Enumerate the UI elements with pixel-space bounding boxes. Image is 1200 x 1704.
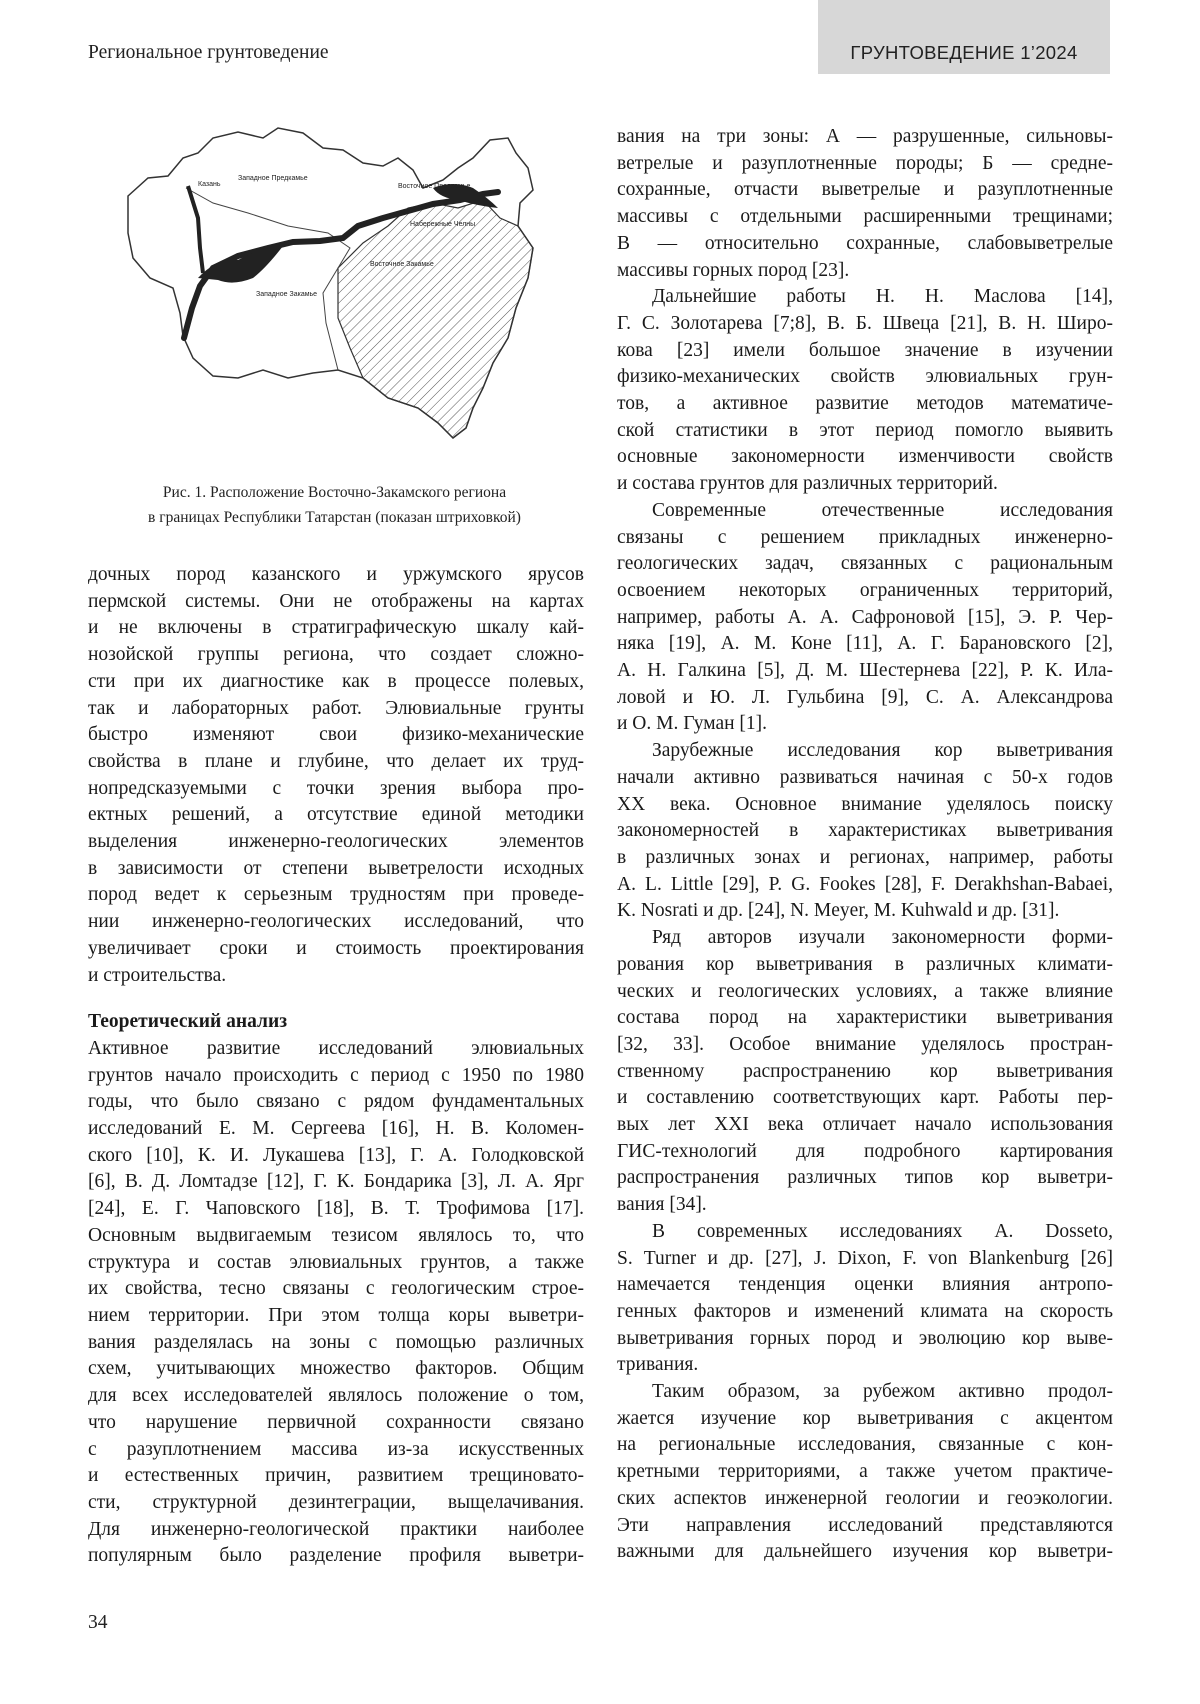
paragraph [617,498,1113,738]
text-line: и состава грунтов для различных территорий. [617,473,998,495]
east-zakamye-hatched-region [338,200,533,438]
text-line: ветрелые и разуплотненные породы; Б — средне- [617,152,1113,174]
text-line: физико-механических свойств элювиальных грун- [617,366,1113,388]
text-line: в различных зонах и регионах, например, работы [617,846,1113,868]
text-line: важными для дальнейшего изучения кор выветри- [617,1541,1113,1563]
text-line: в зависимости от степени выветрелости исходных [88,857,584,879]
text-line: няка [19], А. М. Коне [11], А. Г. Барановского [2], [617,633,1113,655]
text-line: тов, а активное развитие методов математиче- [617,393,1113,415]
journal-issue-tab [818,0,1110,74]
page-number: 34 [88,1612,108,1633]
text-line: Г. С. Золотарева [7;8], В. Б. Швеца [21], В. Н. Широ- [617,312,1113,334]
text-line: популярным было разделение профиля выветри- [88,1545,584,1567]
map-label-kazan: Казань [198,181,221,188]
text-line: В — относительно сохранные, слабовыветрелые [617,232,1113,254]
figure-caption [88,480,581,530]
journal-issue-label: ГРУНТОВЕДЕНИЕ 1’2024 [850,42,1078,63]
text-line: Активное развитие исследований элювиальных [88,1037,584,1059]
text-line: Таким образом, за рубежом активно продол- [652,1381,1113,1403]
text-line: вания на три зоны: А — разрушенные, сильновы- [617,126,1113,147]
text-line: Современные отечественные исследования [652,499,1113,521]
tatarstan-map [88,108,581,453]
text-line: геологических задач, связанных с рациональным [617,553,1113,575]
text-line: ческих и геологических условиях, а также влияние [617,980,1113,1002]
text-line: дочных пород казанского и уржумского ярусов [88,564,584,585]
text-line: и О. М. Гуман [1]. [617,713,768,735]
paragraph [617,284,1113,498]
text-line: для всех исследователей являлось положение о том, [88,1385,584,1407]
text-line: ского [10], К. И. Лукашева [13], Г. А. Голодковской [88,1144,584,1166]
text-line: закономерностей в характеристиках выветривания [617,820,1113,842]
text-line: генных факторов и изменений климата на скорость [617,1300,1113,1322]
paragraph [617,925,1113,1219]
text-line: основные закономерности изменчивости свойств [617,446,1113,468]
text-line: кретными территориями, а также учетом практиче- [617,1461,1113,1483]
paragraph [617,1219,1113,1379]
text-line: [6], В. Д. Ломтадзе [12], Г. К. Бондарика [3], Л. А. Ярг [88,1171,584,1193]
text-line: и строительства. [88,964,227,986]
text-line: A. L. Little [29], P. G. Fookes [28], F. Derakhshan-Babaei, [617,873,1113,895]
figure-1 [88,108,581,526]
right-column [617,124,1113,1566]
text-line: XX века. Основное внимание уделялось поиску [617,793,1113,815]
text-line: ловой и Ю. Л. Гульбина [9], С. А. Александрова [617,686,1113,708]
text-line: жается изучение кор выветривания с акцентом [617,1407,1113,1429]
text-line: вых лет XXI века отличает начало использования [617,1114,1113,1136]
running-head-section: Региональное грунтоведение [88,42,329,63]
text-line: Зарубежные исследования кор выветривания [652,740,1113,762]
text-line: нозойской группы региона, что создает сложно- [88,644,584,666]
text-line: увеличивает сроки и стоимость проектирования [88,937,584,959]
map-label-vostochnoe-zakamye: Восточное Закамье [370,261,434,268]
text-line: так и лабораторных работ. Элювиальные грунты [88,697,584,719]
text-line: Основным выдвигаемым тезисом являлось то, что [88,1224,584,1246]
text-line: сти при их диагностике как в процессе полевых, [88,670,584,692]
text-line: ГИС-технологий для подробного картирования [617,1140,1113,1162]
caption-line: Рис. 1. Расположение Восточно-Закамского региона [162,484,507,501]
text-line: их свойства, тесно связаны с геологическим строе- [88,1278,584,1300]
paragraph [88,562,584,989]
text-line: и естественных причин, развитием трещиновато- [88,1465,584,1487]
text-line: и составлению соответствующих карт. Работы пер- [617,1087,1113,1109]
text-line: нопредсказуемыми с точки зрения выбора про- [88,777,584,799]
text-line: пород ведет к серьезным трудностям при проведе- [88,884,584,906]
text-line: вания разделялась на зоны с помощью различных [88,1331,584,1353]
text-line: Эти направления исследований представляются [617,1514,1113,1536]
text-line: пермской системы. Они не отображены на картах [88,590,584,612]
text-line: Для инженерно-геологической практики наиболее [88,1518,584,1540]
text-line: на региональные исследования, связанные с кон- [617,1434,1113,1456]
text-line: с разуплотнением массива из-за искусственных [88,1438,584,1460]
section-heading: Теоретический анализ [88,1011,288,1033]
text-line: Ряд авторов изучали закономерности форми- [652,927,1113,949]
map-label-naberezhnye-chelny: Набережные Челны [410,221,476,228]
text-line: вания [34]. [617,1194,707,1216]
text-line: ских аспектов инженерной геологии и геоэкологии. [617,1487,1113,1509]
map-label-zapadnoe-predkamye: Западное Предкамье [238,175,308,182]
text-line: схем, учитывающих множество факторов. Общим [88,1358,584,1380]
text-line: В современных исследованиях A. Dosseto, [652,1220,1113,1242]
text-line: годы, что было связано с рядом фундаментальных [88,1091,584,1113]
paragraph [617,1379,1113,1566]
paragraph [617,738,1113,925]
text-line: исследований Е. М. Сергеева [16], Н. В. Коломен- [88,1118,584,1140]
text-line: нии инженерно-геологических исследований, что [88,911,584,933]
text-line: Дальнейшие работы Н. Н. Маслова [14], [652,286,1113,308]
text-line: например, работы А. А. Сафроновой [15], Э. Р. Чер- [617,606,1113,628]
text-line: тривания. [617,1354,699,1376]
text-line: состава пород на характеристики выветривания [617,1007,1113,1029]
volga-river [188,186,203,273]
text-line: распространения различных типов кор выветри- [617,1167,1113,1189]
paragraph [88,1036,584,1570]
text-line: намечается тенденция оценки влияния антропо- [617,1274,1113,1296]
text-line: сохранные, отчасти выветрелые и разуплотненные [617,179,1113,201]
text-line: массивы с отдельными расширенными трещинами; [617,206,1113,228]
text-line: быстро изменяют свои физико-механические [88,724,584,746]
region-border-middle [323,268,338,370]
text-line: структура и состав элювиальных грунтов, а также [88,1251,584,1273]
text-line: что нарушение первичной сохранности связано [88,1411,584,1433]
text-line: нием территории. При этом толща коры выветри- [88,1304,584,1326]
map-label-zapadnoe-zakamye: Западное Закамье [256,291,318,298]
text-line: связаны с решением прикладных инженерно- [617,526,1113,548]
text-line: и не включены в стратиграфическую шкалу кай- [88,617,584,639]
text-line: свойства в плане и глубине, что делает их труд- [88,750,584,772]
paragraph [617,124,1113,284]
text-line: выветривания горных пород и эволюцию кор выве- [617,1327,1113,1349]
text-line: грунтов начало происходить с период с 1950 по 1980 [88,1064,584,1086]
text-line: [24], Е. Г. Чаповского [18], В. Т. Трофимова [17]. [88,1198,584,1220]
text-line: А. Н. Галкина [5], Д. М. Шестернева [22], Р. К. Ила- [617,660,1113,682]
text-line: сти, структурной дезинтеграции, выщелачивания. [88,1491,584,1513]
text-line: ектных решений, а отсутствие единой методики [88,804,584,826]
text-line: K. Nosrati и др. [24], N. Meyer, M. Kuhwald и др. [31]. [617,900,1060,922]
text-line: ственному распространению кор выветривания [617,1060,1113,1082]
text-line: выделения инженерно-геологических элементов [88,831,584,853]
text-line: ской статистики в этот период помогло выявить [617,419,1113,441]
left-column [88,562,584,1570]
text-line: начали активно развиваться начиная с 50-х годов [617,766,1113,788]
text-line: рования кор выветривания в различных климати- [617,953,1113,975]
text-line: кова [23] имели большое значение в изучении [617,339,1113,361]
map-label-vostochnoe-predkamye: Восточное Предкамье [398,183,471,190]
text-line: S. Turner и др. [27], J. Dixon, F. von Blankenburg [26] [617,1247,1113,1269]
text-line: [32, 33]. Особое внимание уделялось простран- [617,1033,1113,1055]
kuibyshev-reservoir [198,246,283,283]
text-line: массивы горных пород [23]. [617,259,850,281]
text-line: освоением некоторых ограниченных территорий, [617,579,1113,601]
caption-line: в границах Республики Татарстан (показан штриховкой) [148,509,521,526]
